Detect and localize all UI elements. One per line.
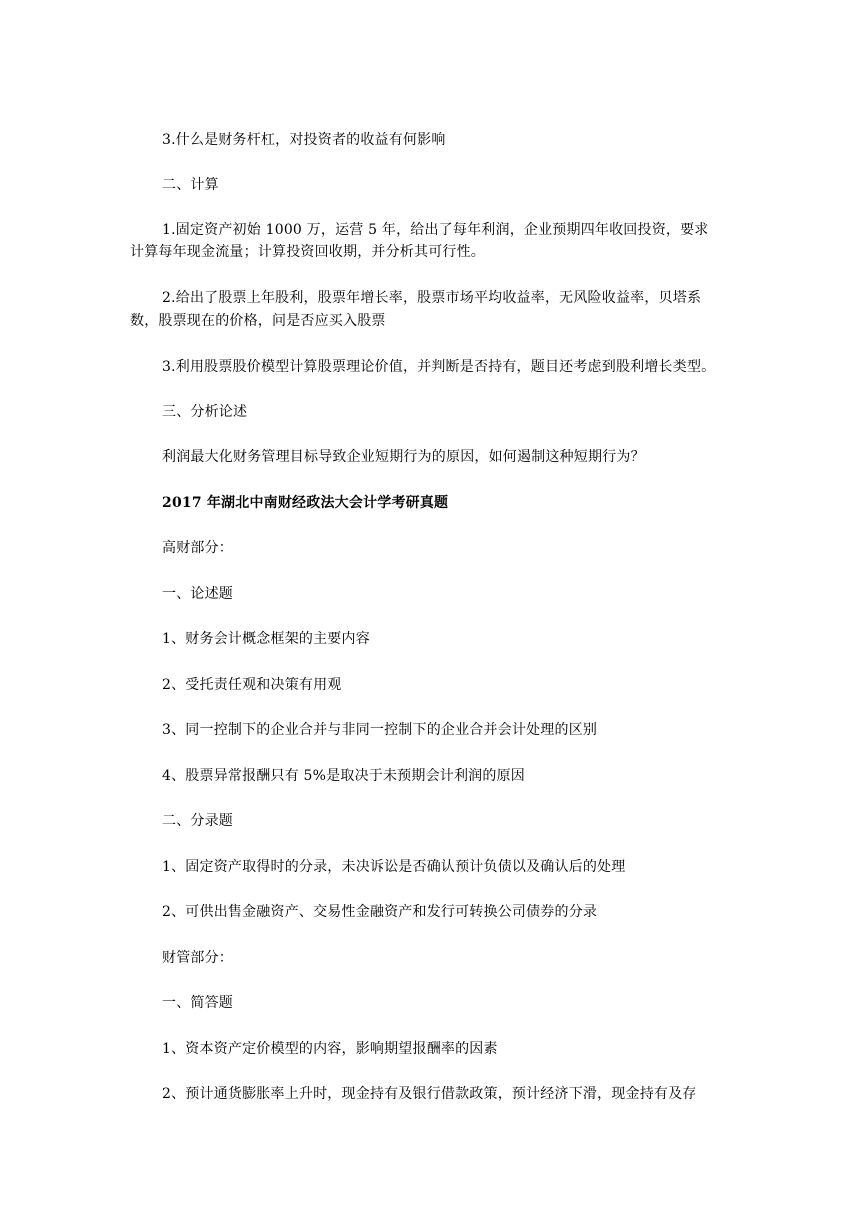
analysis-question: 利润最大化财务管理目标导致企业短期行为的原因，如何遏制这种短期行为？ — [162, 449, 645, 465]
question-financial-leverage: 3.什么是财务杆杠，对投资者的收益有何影响 — [162, 132, 446, 148]
exam-title-2017: 2017 年湖北中南财经政法大会计学考研真题 — [162, 495, 449, 511]
section-heading-essay: 一、论述题 — [162, 586, 233, 602]
section-heading-calculation: 二、计算 — [162, 177, 219, 193]
essay-question-4: 4、股票异常报酬只有 5%是取决于未预期会计利润的原因 — [162, 768, 525, 784]
part-advanced-financial-accounting: 高财部分： — [162, 540, 233, 556]
calc-question-1-line-2: 计算每年现金流量；计算投资回收期，并分析其可行性。 — [130, 244, 485, 260]
essay-question-3: 3、同一控制下的企业合并与非同一控制下的企业合并会计处理的区别 — [162, 722, 598, 738]
calc-question-2-line-2: 数，股票现在的价格，问是否应买入股票 — [130, 313, 386, 329]
essay-question-2: 2、受托责任观和决策有用观 — [162, 677, 342, 693]
entry-question-1: 1、固定资产取得时的分录，未决诉讼是否确认预计负债以及确认后的处理 — [162, 859, 626, 875]
calc-question-1-line-1: 1.固定资产初始 1000 万，运营 5 年，给出了每年利润，企业预期四年收回投资，要求 — [162, 222, 709, 238]
section-heading-analysis: 三、分析论述 — [162, 404, 248, 420]
section-heading-journal-entries: 二、分录题 — [162, 813, 233, 829]
calc-question-2-line-1: 2.给出了股票上年股利，股票年增长率，股票市场平均收益率，无风险收益率，贝塔系 — [162, 290, 702, 306]
calc-question-3: 3.利用股票股价模型计算股票理论价值，并判断是否持有，题目还考虑到股利增长类型。 — [162, 359, 716, 375]
essay-question-1: 1、财务会计概念框架的主要内容 — [162, 631, 370, 647]
entry-question-2: 2、可供出售金融资产、交易性金融资产和发行可转换公司债券的分录 — [162, 904, 598, 920]
part-financial-management: 财管部分： — [162, 950, 233, 966]
short-question-2: 2、预计通货膨胀率上升时，现金持有及银行借款政策，预计经济下滑，现金持有及存 — [162, 1086, 697, 1102]
short-question-1: 1、资本资产定价模型的内容，影响期望报酬率的因素 — [162, 1041, 498, 1057]
section-heading-short-answer: 一、简答题 — [162, 995, 233, 1011]
